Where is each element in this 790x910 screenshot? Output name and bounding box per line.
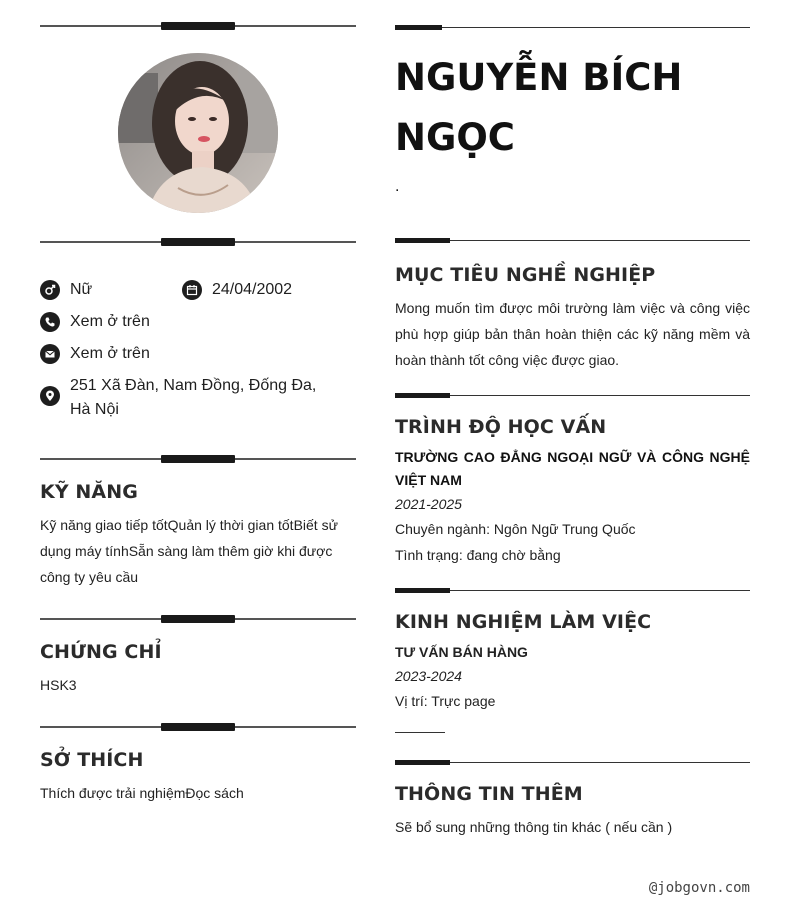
certificates-title: CHỨNG CHỈ <box>40 641 162 663</box>
address-value: 251 Xã Đàn, Nam Đồng, Đống Đa, Hà Nội <box>70 377 317 418</box>
birthdate-value: 24/04/2002 <box>212 281 293 298</box>
divider-under-avatar <box>40 241 356 243</box>
education-status: Tình trạng: đang chờ bằng <box>395 547 561 563</box>
phone-row <box>40 310 150 334</box>
objective-text: Mong muốn tìm được môi trường làm việc và công việc phù hợp giúp bản thân hoàn thiện các kỹ năng mềm và hoàn thành tốt công việc được giao. <box>395 300 750 368</box>
gender-value: Nữ <box>70 281 93 298</box>
watermark: @jobgovn.com <box>648 880 750 896</box>
education-title: TRÌNH ĐỘ HỌC VẤN <box>395 416 607 438</box>
divider-hobbies <box>40 726 356 728</box>
divider-top-right <box>395 27 750 28</box>
divider-certificates <box>40 618 356 620</box>
gender-row <box>40 278 92 302</box>
divider-experience <box>395 590 750 591</box>
experience-period: 2023-2024 <box>395 668 462 684</box>
experience-separator <box>395 732 445 733</box>
additional-text: Sẽ bổ sung những thông tin khác ( nếu cần ) <box>395 819 673 835</box>
hobbies-text: Thích được trải nghiệmĐọc sách <box>40 785 244 801</box>
address-row <box>40 374 340 422</box>
avatar <box>118 53 278 213</box>
education-major: Chuyên ngành: Ngôn Ngữ Trung Quốc <box>395 521 636 537</box>
calendar-icon <box>182 280 202 300</box>
divider-skills <box>40 458 356 460</box>
objective-title: MỤC TIÊU NGHỀ NGHIỆP <box>395 264 656 286</box>
divider-additional <box>395 762 750 763</box>
experience-position: Vị trí: Trực page <box>395 693 496 709</box>
email-row <box>40 342 150 366</box>
skills-title: KỸ NĂNG <box>40 481 138 503</box>
certificates-text: HSK3 <box>40 677 77 693</box>
skills-text: Kỹ năng giao tiếp tốtQuản lý thời gian tốtBiết sử dụng máy tínhSẵn sàng làm thêm giờ khi được công ty yêu cầu <box>40 517 338 585</box>
divider-objective <box>395 240 750 241</box>
email-value: Xem ở trên <box>70 345 150 362</box>
hobbies-title: SỞ THÍCH <box>40 749 144 771</box>
divider-top-left <box>40 25 356 27</box>
education-period: 2021-2025 <box>395 496 462 512</box>
gender-icon <box>40 280 60 300</box>
phone-icon <box>40 312 60 332</box>
avatar-photo <box>118 53 278 213</box>
candidate-subtitle: . <box>395 178 400 195</box>
phone-value: Xem ở trên <box>70 313 150 330</box>
location-pin-icon <box>40 386 60 406</box>
divider-education <box>395 395 750 396</box>
birthdate-row <box>182 278 292 302</box>
mail-icon <box>40 344 60 364</box>
education-school: TRƯỜNG CAO ĐẲNG NGOẠI NGỮ VÀ CÔNG NGHỆ VIỆT NAM <box>395 449 750 488</box>
candidate-name: NGUYỄN BÍCH NGỌC <box>395 56 683 159</box>
experience-title: KINH NGHIỆM LÀM VIỆC <box>395 611 652 633</box>
experience-role: TƯ VẤN BÁN HÀNG <box>395 644 528 660</box>
additional-title: THÔNG TIN THÊM <box>395 783 583 805</box>
